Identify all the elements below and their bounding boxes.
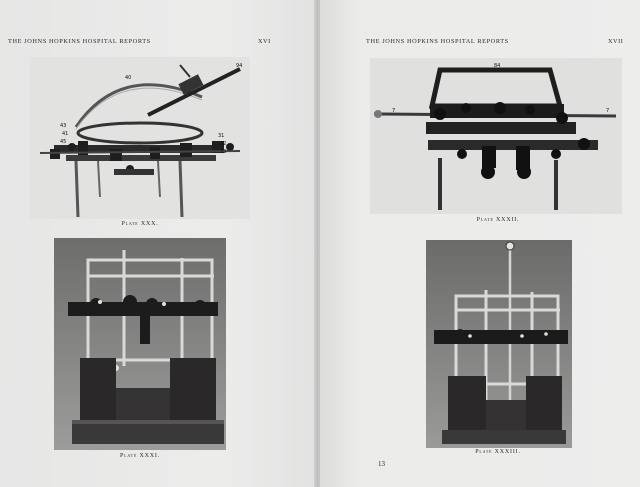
right-page [320, 0, 640, 487]
photo-label: 7 [606, 108, 610, 114]
photo-label: 32 [220, 141, 227, 147]
plate-xxxi-photo [54, 238, 226, 450]
plate-caption: Plate XXX. [121, 221, 159, 227]
left-page [0, 0, 316, 487]
photo-label: 94 [236, 63, 243, 69]
plate-xxxii-photo [370, 58, 622, 214]
plate-caption: Plate XXXIII. [475, 449, 521, 455]
photo-label: 45 [60, 139, 67, 145]
photo-label: 33 [220, 149, 227, 155]
running-head-left: THE JOHNS HOPKINS HOSPITAL REPORTS [8, 38, 151, 45]
running-head-right: THE JOHNS HOPKINS HOSPITAL REPORTS [366, 38, 509, 45]
photo-label: 41 [62, 131, 69, 137]
plate-caption: Plate XXXI. [120, 453, 160, 459]
photo-label: 31 [218, 133, 225, 139]
page-number-right: XVII [608, 38, 624, 45]
folio-number: 13 [378, 460, 385, 468]
photo-label: 7 [392, 108, 396, 114]
plate-xxxiii-photo [426, 240, 572, 448]
plate-xxx-photo [30, 57, 250, 219]
page-number-left: XVI [258, 38, 271, 45]
photo-label: 40 [125, 75, 132, 81]
plate-caption: Plate XXXII. [476, 217, 520, 223]
photo-label: 43 [60, 123, 67, 129]
photo-label: 84 [494, 63, 501, 69]
